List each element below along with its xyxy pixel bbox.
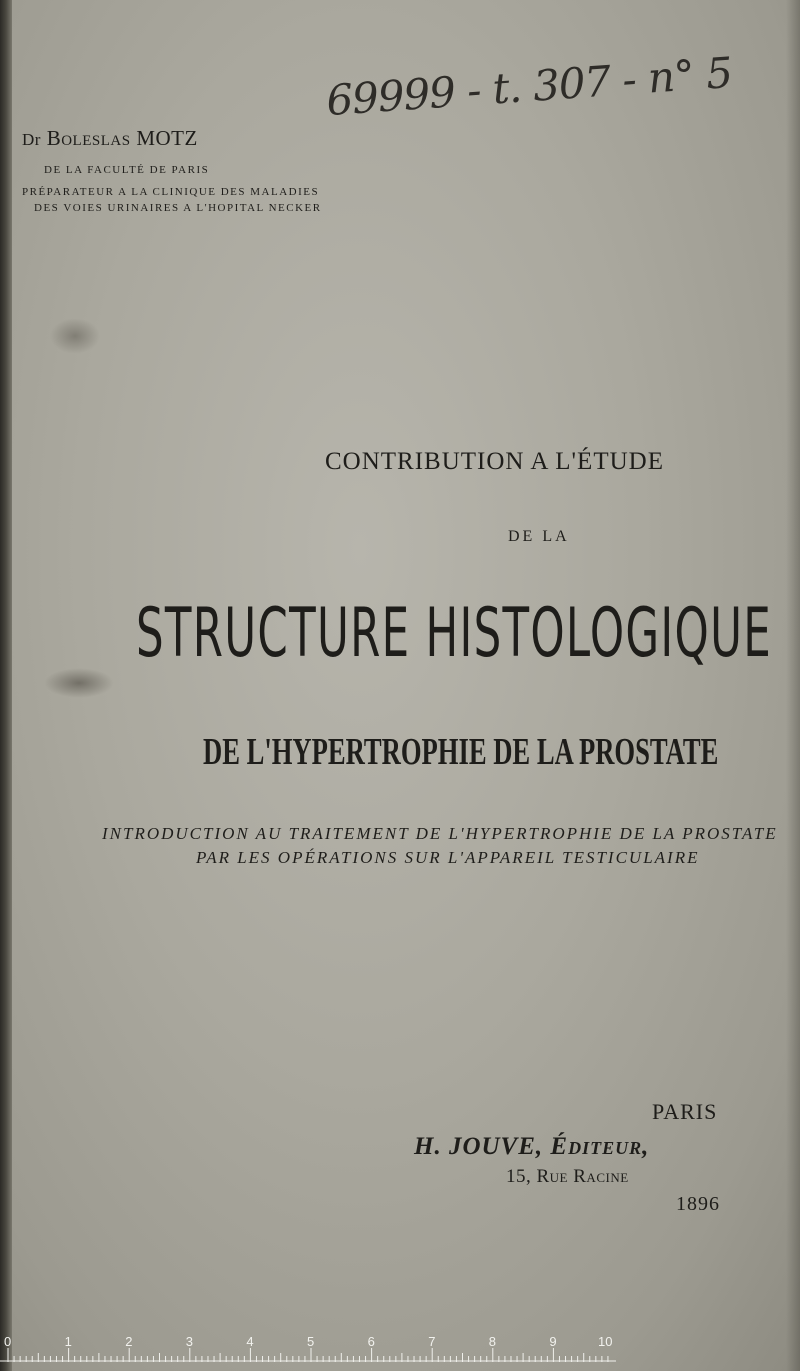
affiliation-line: DES VOIES URINAIRES A L'HOPITAL NECKER [34, 202, 322, 214]
imprint-year: 1896 [676, 1193, 720, 1215]
page-edge-shadow [786, 0, 800, 1371]
ruler-label: 5 [307, 1334, 315, 1349]
publisher-name: H. JOUVE, [414, 1133, 544, 1160]
imprint-city: PARIS [652, 1099, 718, 1124]
ruler-label: 8 [488, 1334, 497, 1349]
title-line: DE L'HYPERTROPHIE DE LA PROSTATE [203, 731, 719, 773]
main-title: STRUCTURE HISTOLOGIQUE [136, 594, 772, 673]
publisher-role: Éditeur, [550, 1133, 650, 1160]
title-line: CONTRIBUTION A L'ÉTUDE [325, 448, 664, 475]
title-line: DE LA [508, 528, 570, 545]
address-number: 15, [506, 1166, 532, 1187]
ruler-label: 1 [64, 1334, 72, 1349]
author-surname: MOTZ [136, 126, 198, 150]
author-name [22, 126, 198, 151]
affiliation-line: DE LA FACULTÉ DE PARIS [44, 164, 210, 176]
address-street: Rue Racine [536, 1166, 629, 1187]
book-binding-edge [0, 0, 12, 1371]
subtitle-line: PAR LES OPÉRATIONS SUR L'APPAREIL TESTICULAIRE [196, 848, 700, 867]
ruler-label: 10 [598, 1334, 613, 1349]
ruler-label: 6 [367, 1334, 375, 1349]
paper-stain [44, 668, 114, 698]
ruler-label: 7 [428, 1334, 436, 1349]
ruler-label: 2 [125, 1334, 133, 1349]
affiliation-line: PRÉPARATEUR A LA CLINIQUE DES MALADIES [22, 186, 320, 198]
subtitle-line: INTRODUCTION AU TRAITEMENT DE L'HYPERTROPHIE DE LA PROSTATE [102, 824, 778, 843]
handwritten-shelfmark: 69999 - t. 307 - n° 5 [324, 47, 734, 126]
ruler-label: 0 [4, 1334, 12, 1349]
author-title: Dr [22, 130, 41, 149]
paper-stain [50, 318, 100, 354]
author-first-name: Boleslas [46, 126, 131, 150]
imprint-address [506, 1166, 629, 1188]
ruler-label: 4 [246, 1334, 254, 1349]
ruler-label: 9 [549, 1334, 557, 1349]
imprint-publisher [414, 1133, 649, 1161]
ruler-label: 3 [185, 1334, 194, 1349]
